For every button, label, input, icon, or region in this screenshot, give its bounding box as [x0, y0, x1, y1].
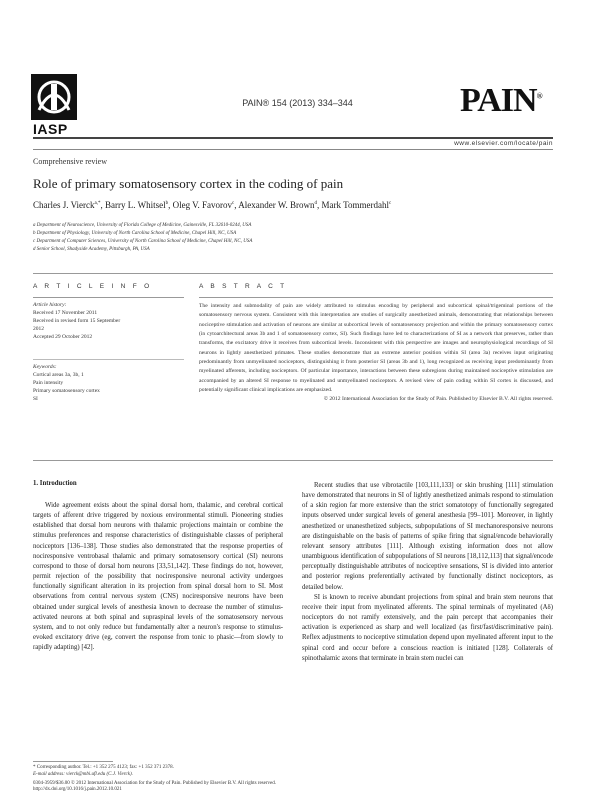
keyword: Primary somatosensory cortex — [33, 388, 100, 394]
email-note[interactable]: E-mail address: vierck@mbi.ufl.edu (C.J. Vierck). — [33, 772, 133, 777]
iasp-logo-text: IASP — [33, 121, 68, 137]
introduction-heading: 1. Introduction — [33, 480, 77, 487]
paragraph: Wide agreement exists about the spinal dorsal horn, thalamic, and cerebral cortical targets of afferent drive triggered by noxious environmental stimuli. Pioneering studies established that dorsal horn neurons with thalamic projections maintain or combine the stimulus preferences and response characteristics of distinguishable classes of peripheral nociceptors [136–138]. Those studies also demonstrated that the response properties of nociresponsive ventrobasal thalamic and primary somatosensory cortical (SI) neurons correspond to those of dorsal horn neurons [33,51,142]. These findings do not, however, permit rejection of the possibility that nociresponsive neuronal activity undergoes functionally significant alteration in its projection from spinal dorsal horn to SI. Most observations from central nervous system (CNS) nociresponsive neurons have been obtained under surgical levels of anesthesia known to decrease the number of stimulus-activated neurons at both spinal and supraspinal levels of the somatosensory nervous system, and to not only reduce but fundamentally alter a neuron's response to stimulus-evoked excitatory drive (eg, convert the response from tonic to phasic—from slowly to rapidly adapting) [42]. — [33, 502, 283, 652]
history-label: Article history: — [33, 302, 67, 308]
author-affiliation-mark: b — [165, 201, 169, 206]
revised-date-year: 2012 — [33, 326, 44, 332]
author-affiliation-mark: c — [232, 201, 235, 206]
affiliation: a Department of Neuroscience, University of Florida College of Medicine, Gainesville, FL 32610-0244, USA — [33, 223, 252, 228]
affiliation: c Department of Computer Sciences, University of North Carolina School of Medicine, Chapel Hill, NC, USA — [33, 239, 253, 244]
author-name: Charles J. Vierck — [33, 200, 95, 210]
pain-journal-logo: PAIN® — [460, 82, 542, 119]
corresponding-author-note: * Corresponding author. Tel.: +1 352 275 4123; fax: +1 352 371 2378. — [33, 765, 174, 770]
abstract-text: The intensity and submodality of pain are widely attributed to stimulus encoding by peripheral and subcortical spinal/trigeminal portions of the somatosensory nervous system. Consistent with this interpretation are studies of surgically anesthetized animals, demonstrating that relationships between nociceptive stimulation and activation of neurons are similar at subcortical levels of somatosensory projection and within the primary somatosensory cortex (in cytoarchitectural areas 3b and 1 of somatosensory cortex, SI). Such findings have led to characterizations of SI as a network that preserves, rather than transforms, the excitatory drive it receives from subcortical levels. Inconsistent with this perspective are images and neurophysiological recordings of SI neurons in lightly anesthetized primates. These studies demonstrate that an extreme anterior position within SI (area 3a) receives input originating predominantly from unmyelinated nociceptors, distinguishing it from posterior SI (areas 3b and 1), long recognized as receiving input predominantly from myelinated afferents, including nociceptors. Of particular importance, interactions between these subregions during maintained nociceptive stimulation are accompanied by an altered SI response to myelinated and unmyelinated nociceptors. A revised view of pain coding within SI cortex is discussed, and potentially significant clinical implications are emphasized. — [199, 303, 553, 394]
affiliation-divider — [33, 273, 553, 274]
author-name: Barry L. Whitsel — [105, 200, 166, 210]
accepted-date: Accepted 29 October 2012 — [33, 334, 93, 340]
author-name: Mark Tommerdahl — [321, 200, 389, 210]
journal-homepage-link[interactable]: www.elsevier.com/locate/pain — [454, 140, 553, 147]
paragraph: SI is known to receive abundant projections from spinal and brain stem neurons that receive their input from myelinated afferents. The spinal terminals of myelinated (Aδ) nociceptors do not ramify extensively, and the pain percept that accompanies their activation is experienced as sharp and well localized (as first/fast/discriminative pain). Reflex adjustments to nociceptive stimulation depend upon myelinated afferent input to the spinal cord and occur before a conscious reaction is initiated [128]. Collaterals of spinothalamic axons that terminate in brain stem nuclei can — [302, 593, 553, 662]
journal-reference: PAIN® 154 (2013) 334–344 — [242, 98, 353, 108]
keyword: Cortical areas 3a, 3b, 1 — [33, 372, 84, 378]
header-divider-thin — [33, 149, 553, 150]
abstract-heading: A B S T R A C T — [199, 283, 287, 290]
article-section-label: Comprehensive review — [33, 157, 107, 166]
paragraph: Recent studies that use vibrotactile [103,111,133] or skin brushing [111] stimulation have demonstrated that neurons in SI of lightly anesthetized animals respond to stimulation of a skin region far more extensive than the strict somatotopy of functionally segregated inputs observed under surgical levels of general anesthesia [99–101]. Moreover, in lightly anesthetized or unanesthetized subjects, subpopulations of SI mechanoresponsive neurons are distinguishable on the basis of patterns of spike firing that signal/encode behaviorally relevant sensory attributes [111]. Although existing information does not allow unambiguous identification of subpopulations of SI neurons [18,112,113] that signal/encode perceptually distinguishable attributes of nociceptive sensations, SI is divided into anterior and posterior regions preferentially activated by functionally distinct nociceptors, as detailed below. — [302, 482, 553, 591]
doi-link[interactable]: http://dx.doi.org/10.1016/j.pain.2012.10.021 — [33, 787, 122, 792]
author-name: Alexander W. Brown — [238, 200, 315, 210]
affiliation: b Department of Physiology, University of North Carolina School of Medicine, Chapel Hill, NC, USA — [33, 231, 237, 236]
left-column — [33, 501, 283, 653]
header-divider — [33, 137, 553, 139]
keyword: Pain intensity — [33, 380, 64, 386]
issn-line: 0304-3959/$36.00 © 2012 International Association for the Study of Pain. Published by Elsevier B.V. All rights reserved. — [33, 781, 276, 786]
author-name: Oleg V. Favorov — [172, 200, 233, 210]
paper-title: Role of primary somatosensory cortex in the coding of pain — [33, 176, 344, 191]
keywords-divider — [33, 359, 184, 360]
keywords-label: Keywords: — [33, 364, 57, 370]
footnote-divider — [33, 761, 113, 762]
author-affiliation-mark: d — [314, 201, 318, 206]
keyword: SI — [33, 396, 38, 402]
abstract-body — [199, 302, 553, 405]
iasp-logo-icon — [31, 74, 77, 120]
affiliation: d Senior School, Shadyside Academy, Pittsburgh, PA, USA — [33, 247, 150, 252]
abstract-divider — [199, 297, 553, 298]
abstract-copyright: © 2012 International Association for the Study of Pain. Published by Elsevier B.V. All rights reserved. — [323, 396, 553, 403]
article-info-divider — [33, 297, 184, 298]
right-column — [302, 481, 553, 664]
received-date: Received 17 November 2011 — [33, 310, 98, 316]
revised-date: Received in revised form 15 September — [33, 318, 121, 324]
author-affiliation-mark: a,* — [94, 201, 101, 206]
article-info-heading: A R T I C L E I N F O — [33, 283, 153, 290]
abstract-bottom-divider — [33, 460, 553, 461]
author-list: Charles J. Vierck$^{a,*}$, Barry L. Whitsel$^b$, Oleg V. Favorov$^c$, Alexander W. Brown$^d$, Mark Tommerdahl$^c$ — [33, 200, 392, 210]
author-affiliation-mark: c — [388, 201, 392, 206]
